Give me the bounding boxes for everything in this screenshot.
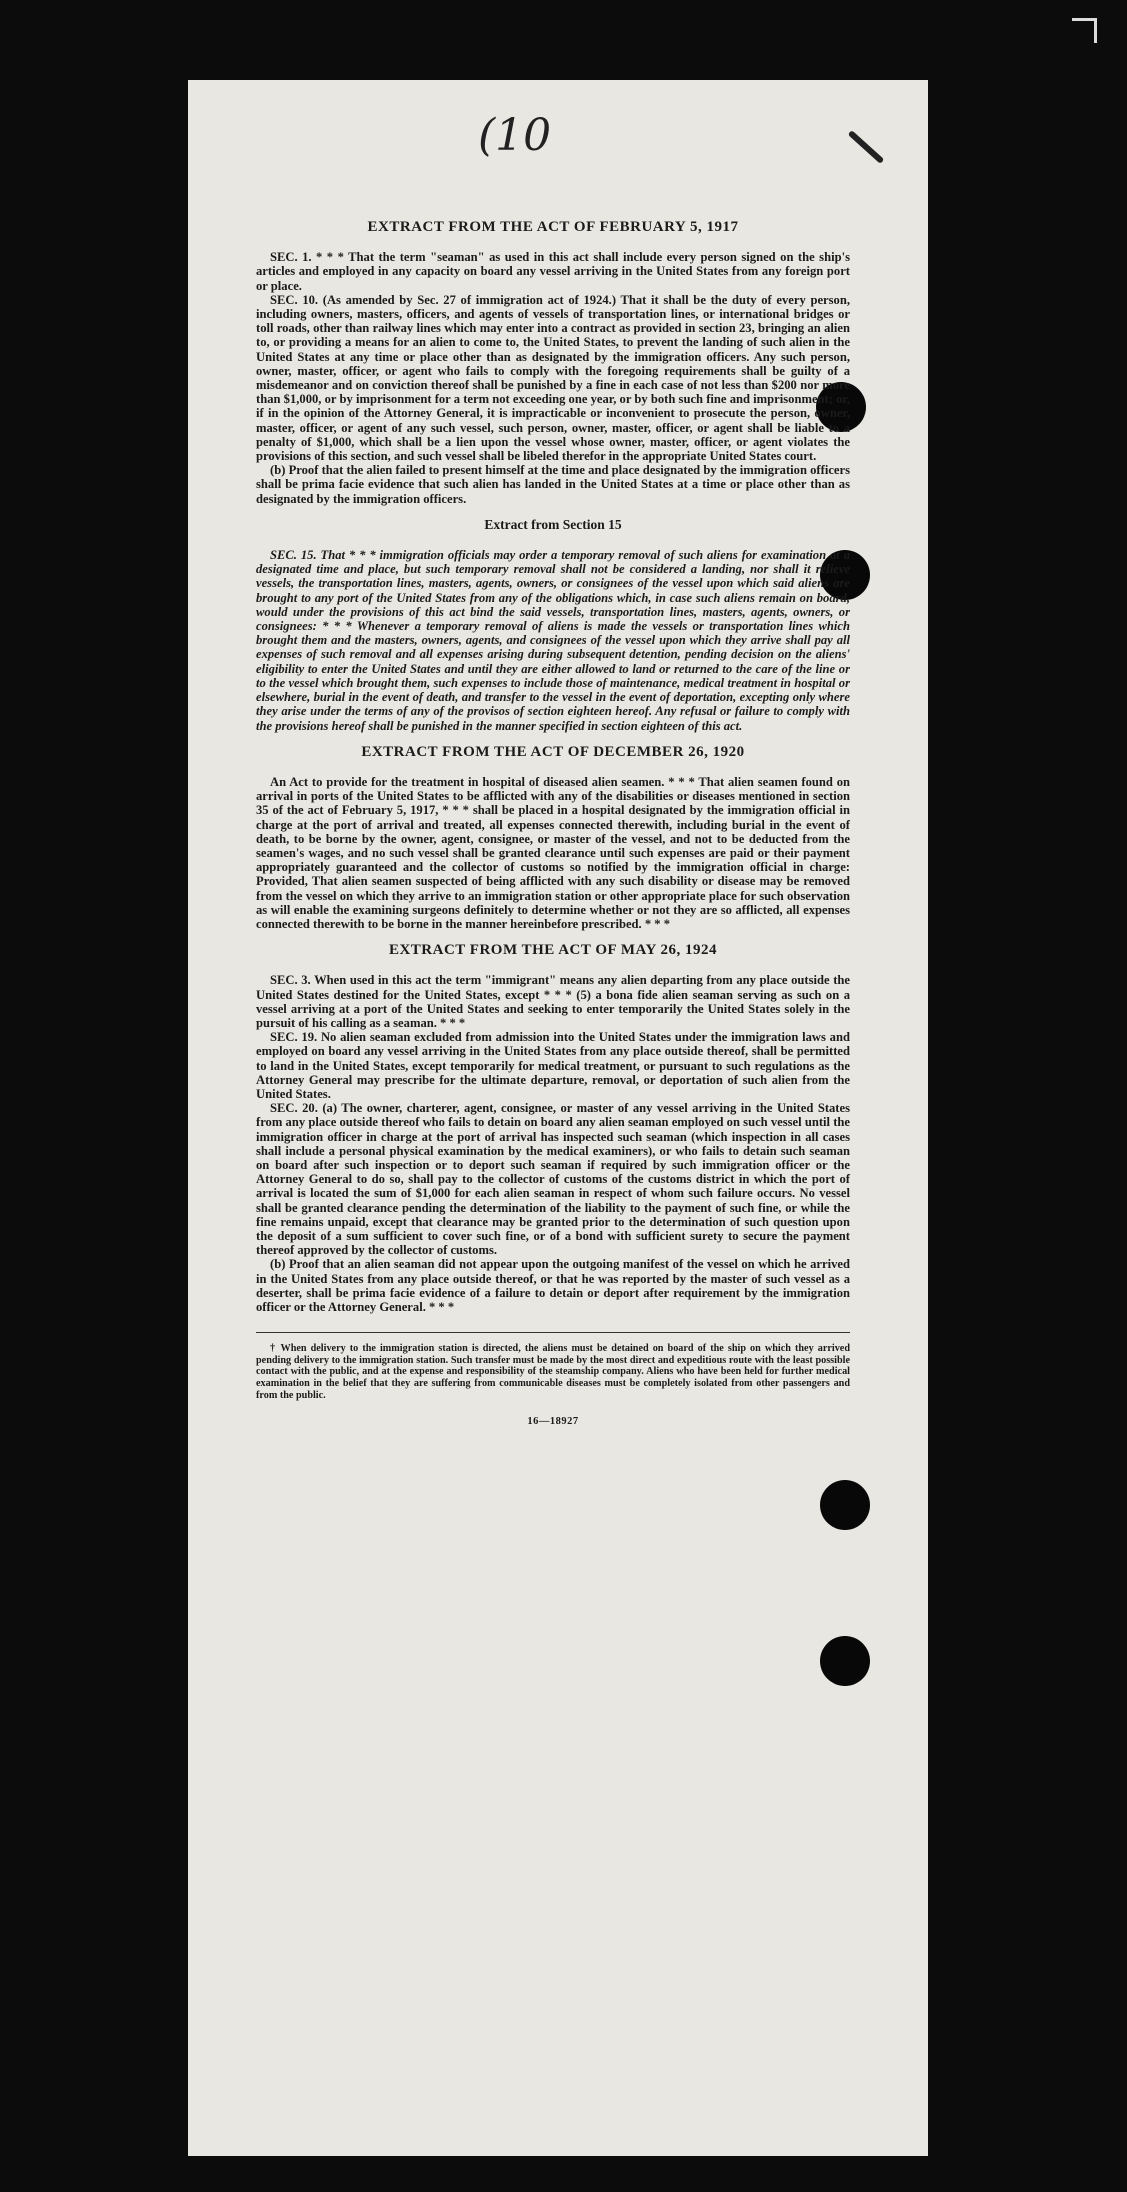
punch-hole bbox=[820, 1636, 870, 1686]
section-10b-text: (b) Proof that the alien failed to present himself at the time and place designated by the immigration officers shall be prima facie evidence that such alien has landed in the United States at a time or place other than as designated by the immigration officers. bbox=[256, 463, 850, 506]
heading-act-1924: EXTRACT FROM THE ACT OF MAY 26, 1924 bbox=[388, 942, 718, 959]
act-1920-text: An Act to provide for the treatment in hospital of diseased alien seamen. * * * That alien seamen found on arrival in ports of the United States to be afflicted with any of the disabilities or diseases mentioned in section 35 of the act of February 5, 1917, * * * shall be placed in a hospital designated by the immigration official in charge at the port of arrival and treated, all expenses connected therewith, including burial in the event of death, to be borne by the owner, agent, consignee, or master of the vessel, and not to be deducted from the seamen's wages, and no such vessel shall be granted clearance until such expenses are paid or their payment appropriately guaranteed and the collector of customs so notified by the immigration official in charge: Provided, That alien seamen suspected of being afflicted with any such disability or disease may be removed from the vessel on which they arrive to an immigration station or other appropriate place for such observation as will enable the examining surgeons definitely to determine whether or not they are so afflicted, all expenses connected therewith to be borne in the manner hereinbefore prescribed. * * * bbox=[256, 774, 850, 931]
section-15-text: SEC. 15. That * * * immigration officials may order a temporary removal of such aliens for examination at a designated time and place, but such temporary removal shall not be considered a landing, nor shall it relieve vessels, the transportation lines, masters, agents, owners, or consignees of the vessel upon which said aliens are brought to any port of the United States from any of the obligations which, in case such aliens remain on board, would under the provisions of this act bind the said vessels, transportation lines, masters, agents, owners, or consignees: * * * Whenever a temporary removal of aliens is made the vessels or transportation lines which brought them and the masters, owners, agents, and consignees of the vessel upon which they arrive shall pay all expenses of such removal and all expenses arising during subsequent detention, pending decision on the aliens' eligibility to enter the United States and until they are either allowed to land or returned to the care of the line or to the vessel which brought them, such expenses to include those of maintenance, medical treatment in hospital or elsewhere, burial in the event of death, and transfer to the vessel in the event of deportation, excepting only where they arise under the terms of any of the provisos of section eighteen hereof. Any refusal or failure to comply with the provisions hereof shall be punished in the manner specified in section eighteen of this act. bbox=[256, 548, 850, 733]
footnote-divider bbox=[256, 1332, 850, 1333]
heading-section-15: Extract from Section 15 bbox=[484, 516, 622, 532]
heading-act-1917: EXTRACT FROM THE ACT OF FEBRUARY 5, 1917 bbox=[367, 219, 739, 235]
pencil-mark bbox=[848, 130, 885, 164]
act-1920-section bbox=[256, 775, 850, 931]
heading-act-1920: EXTRACT FROM THE ACT OF DECEMBER 26, 1920 bbox=[361, 743, 745, 760]
footnote: † When delivery to the immigration station is directed, the aliens must be detained on board of the ship on which they arrived pending delivery to the immigration station. Such transfer must be made by the most direct and expeditious route with the least possible contact with the public, and at the expense and responsibility of the steamship company. Aliens who have been held for further medical examination in the belief that they are suffering from communicable diseases must be completely isolated from other passengers and from the public. bbox=[256, 1343, 850, 1401]
act-1924-section bbox=[256, 973, 850, 1314]
section-3-text: SEC. 3. When used in this act the term "immigrant" means any alien departing from any place outside the United States destined for the United States, except * * * (5) a bona fide alien seaman serving as such on a vessel arriving at a port of the United States and seeking to enter temporarily the United States solely in the pursuit of his calling as a seaman. * * * bbox=[256, 973, 850, 1030]
section-20b-text: (b) Proof that an alien seaman did not appear upon the outgoing manifest of the vessel on which he arrived in the United States from any place outside thereof, or that he was reported by the master of such vessel as a deserter, shall be prima facie evidence of a failure to detain or deport after requirement by the immigration officer or the Attorney General. * * * bbox=[256, 1257, 850, 1315]
section-1-text: SEC. 1. * * * That the term "seaman" as used in this act shall include every person signed on the ship's articles and employed in any capacity on board any vessel arriving in the United States from any foreign port or place. bbox=[256, 250, 850, 293]
section-20a-text: SEC. 20. (a) The owner, charterer, agent, consignee, or master of any vessel arriving in the United States from any place outside thereof who fails to detain on board any alien seaman employed on such vessel until the immigration officer in charge at the port of arrival has inspected such seaman (which inspection in all cases shall include a personal physical examination by the medical examiners), or who fails to detain such seaman on board after such inspection or to deport such seaman if required by such immigration officer or the Attorney General to do so, shall pay to the collector of customs of the customs district in which the port of arrival is located the sum of $1,000 for each alien seaman in respect of whom such failure occurs. No vessel shall be granted clearance pending the determination of the liability to the payment of such fine, or while the fine remains unpaid, except that clearance may be granted prior to the determination of such question upon the deposit of a sum sufficient to cover such fine, or of a bond with sufficient surety to secure the payment thereof approved by the collector of customs. bbox=[256, 1101, 850, 1258]
form-code: 16—18927 bbox=[527, 1416, 579, 1428]
document-body bbox=[256, 220, 850, 1429]
section-19-text: SEC. 19. No alien seaman excluded from admission into the United States under the immigration laws and employed on board any vessel arriving in the United States from any place outside thereof, shall be permitted to land in the United States, except temporarily for medical treatment, or pursuant to such regulations as the Attorney General may prescribe for the ultimate departure, removal, or deportation of such alien from the United States. bbox=[256, 1030, 850, 1101]
punch-hole bbox=[820, 1480, 870, 1530]
handwritten-page-number: (10 bbox=[478, 110, 552, 161]
act-1917-section bbox=[256, 250, 850, 506]
section-15-block bbox=[256, 548, 850, 733]
document-page bbox=[188, 80, 928, 2156]
crop-mark bbox=[1072, 18, 1097, 43]
section-10-text: SEC. 10. (As amended by Sec. 27 of immigration act of 1924.) That it shall be the duty of every person, including owners, masters, officers, and agents of vessels of transportation lines, or international bridges or toll roads, other than railway lines which may enter into a contract as provided in section 23, bringing an alien to, or providing a means for an alien to come to, the United States, to prevent the landing of such alien in the United States at any time or place other than as designated by the immigration officers. Any such person, owner, master, officer, or agent who fails to comply with the foregoing requirements shall be guilty of a misdemeanor and on conviction thereof shall be punished by a fine in each case of not less than $200 nor more than $1,000, or by imprisonment for a term not exceeding one year, or by both such fine and imprisonment; or, if in the opinion of the Attorney General, it is impracticable or inconvenient to prosecute the person, owner, master, officer, or agent of any such vessel, such person, owner, master, officer, or agent shall be liable to a penalty of $1,000, which shall be a lien upon the vessel whose owner, master, officer, or agent violates the provisions of this section, and such vessel shall be libeled therefor in the appropriate United States court. bbox=[256, 292, 850, 464]
